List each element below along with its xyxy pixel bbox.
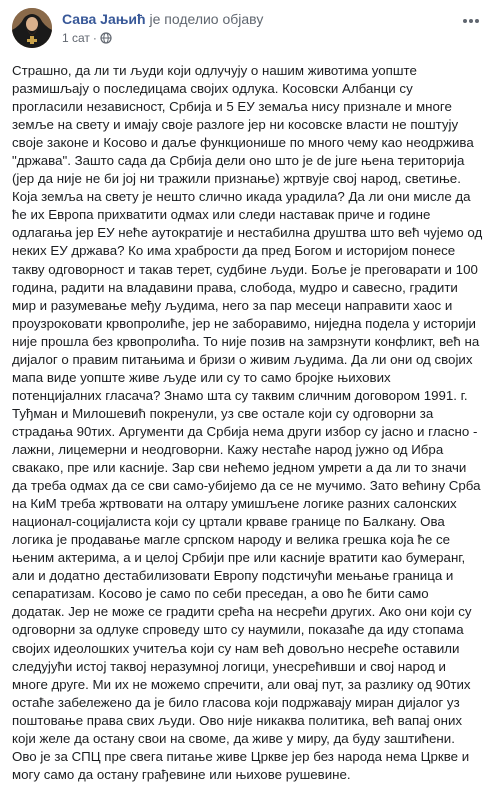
post-action-text: је поделио објаву	[149, 11, 264, 27]
meta-separator: ·	[92, 31, 97, 45]
post-meta	[62, 30, 112, 48]
more-options-button[interactable]	[459, 10, 483, 30]
author-name-link[interactable]: Сава Јањић	[62, 11, 146, 27]
post-text: Страшно, да ли ти људи који одлучују о нашим животима уопште размишљају о последицама својих одлука. Косовски Албанци су прогласили независност, Србија и 5 ЕУ земаља нису признале и многе земље на свету и имају своје разлоге јер ни косовске власти не поштују своје законе и Косово и даље функционише по много чему као неодржива "држава". Зашто сада да Србија дели оно што је de jure њена територија (јер да није не би јој ни тражили признање) жртвује свој народ, светиње. Која земља на свету је нешто слично икада урадила? Да ли они мисле да ће их Европа прихватити одмах или следи наставак приче и године одлагања јер ЕУ неће аутократије и нестабилна друштва што већ чујемо од неких ЕУ држава? Ко има храбрости да пред Богом и историјом понесе такву одговорност и такав терет, судбине људи. Боље је преговарати и 100 година, радити на владавини права, слобода, мудро и савесно, градити мир и разумевање међу људима, него за пар месеци направити хаос и проузроковати крвопролиће, јер не заборавимо, ниједна подела у историји није прошла без крвопролића. То није позив на замрзнути конфликт, већ на дијалог о правим питањима и бризи о живим људима. Да ли они од својих мапа виде уопште живе људе или су то само бројке њихових потенцијалних гласача? Знамо шта су таквим сличним договором 1991. г. Туђман и Милошевић покренули, уз све остале који су одговорни за страдања 90тих. Аргументи да Србија нема други избор су јасно и гласно - лажни, лицемерни и неодговорни. Кажу нестаће народ јужно од Ибра свакако, пре или касније. Зар сви нећемо једном умрети а да ли то значи да треба одмах да се сви само-убијемо да се не мучимо. Зато већину Срба на КиМ треба жртвовати на олтару умишљене логике разних салонских национал-социјалиста који су цртали крваве границе по Балкану. Ова логика је продавање магле српском народу и велика грешка која ће се њеним актерима, а и целој Србији пре или касније вратити као бумеранг, али и додатно дестабилизовати Европу подстичући мењање граница и сепаратизам. Косово је само по себи преседан, а ово ће бити само додатак. Јер не може се градити срећа на несрећи других. Ако они који су одговорни за одлуке спроведу што су наумили, показаће да иду стопама својих идеолошких учитеља који су нам већ довољно несреће оставили следујући истој таквој неразумној логици, унесрећивши и свој народ и многе друге. Ми их не можемо спречити, али овај пут, за разлику од 90тих остаће забележено да је било гласова који подржавају миран дијалог уз поштовање права свих људи. Ово није никаква политика, већ вапај оних који желе да остану свои на своме, да живе у миру, да буду заштићени. Ово је за СПЦ пре свега питање живе Цркве јер без народа нема Цркве и могу само да остану грађевине или њихове рушевине.	[12, 63, 483, 782]
avatar[interactable]	[12, 8, 52, 48]
post-title-line	[62, 10, 263, 28]
post-header	[12, 8, 483, 48]
globe-icon	[100, 32, 112, 48]
post-body	[12, 62, 483, 784]
post-timestamp-link[interactable]: 1 сат	[62, 31, 90, 45]
more-options-icon	[462, 11, 480, 29]
